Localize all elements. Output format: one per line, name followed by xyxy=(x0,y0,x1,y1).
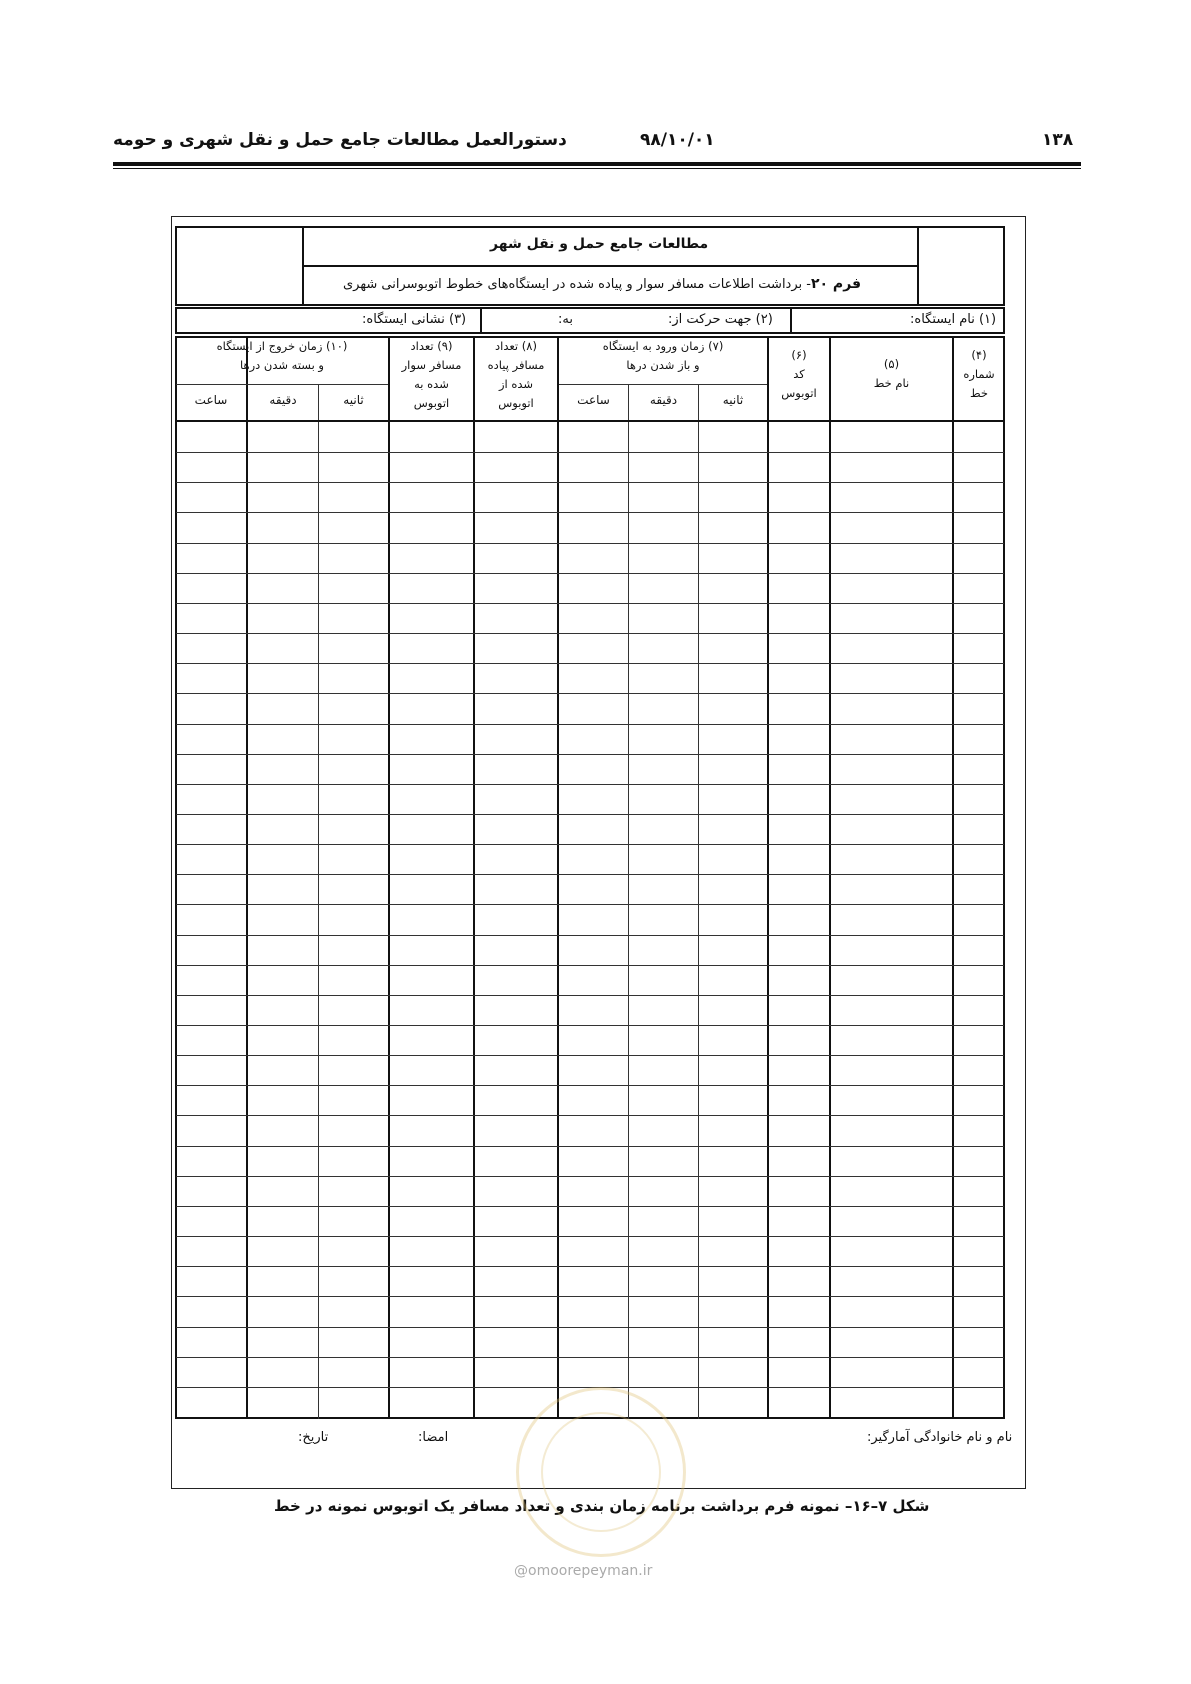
form-title: مطالعات جامع حمل و نقل شهر xyxy=(490,236,709,252)
form-subtitle xyxy=(343,276,861,292)
table-row-divider xyxy=(176,482,1004,483)
table-row-divider xyxy=(176,1357,1004,1358)
table-row-divider xyxy=(176,814,1004,815)
table-row-divider xyxy=(176,904,1004,905)
col-departure-time: (۱۰) زمان خروج از ایستگاه و بسته شدن درها xyxy=(216,339,348,372)
table-row-divider xyxy=(176,995,1004,996)
date-label[interactable]: تاریخ: xyxy=(298,1430,329,1445)
table-row-divider xyxy=(176,1025,1004,1026)
table-row-divider xyxy=(176,573,1004,574)
signature-label[interactable]: امضا: xyxy=(418,1430,449,1445)
col-line-name: (۵) نام خط xyxy=(873,357,910,390)
surveyor-name-label[interactable]: نام و نام خانوادگی آمارگیر: xyxy=(867,1430,1013,1445)
form-description: - برداشت اطلاعات مسافر سوار و پیاده شده در ایستگاه‌های خطوط اتوبوسرانی شهری xyxy=(343,277,811,292)
table-row-divider xyxy=(176,1327,1004,1328)
figure-caption: شکل ۷–۱۶– نمونه فرم برداشت برنامه زمان بندی و تعداد مسافر یک اتوبوس نمونه در خط xyxy=(274,1497,930,1515)
header-rule xyxy=(113,162,1081,166)
table-row-divider xyxy=(176,543,1004,544)
watermark-url: @omoorepeyman.ir xyxy=(514,1563,653,1579)
table-row-divider xyxy=(176,935,1004,936)
book-title: دستورالعمل مطالعات جامع حمل و نقل شهری و حومه xyxy=(113,130,567,150)
fields-row xyxy=(175,307,1005,334)
table-row-divider xyxy=(176,754,1004,755)
station-name-label[interactable]: (۱) نام ایستگاه: xyxy=(910,312,997,327)
data-table xyxy=(175,336,1005,1419)
table-row-divider xyxy=(176,965,1004,966)
header-rule-thin xyxy=(113,168,1081,169)
table-row-divider xyxy=(176,1085,1004,1086)
table-row-divider xyxy=(176,693,1004,694)
table-row-divider xyxy=(176,1176,1004,1177)
table-row-divider xyxy=(176,1115,1004,1116)
form-number: فرم ۲۰ xyxy=(810,276,862,292)
direction-from-label[interactable]: (۲) جهت حرکت از: xyxy=(668,312,773,327)
table-row-divider xyxy=(176,784,1004,785)
col-alighting: (۸) تعداد مسافر پیاده شده از اتوبوس xyxy=(487,339,545,410)
table-row-divider xyxy=(176,844,1004,845)
station-address-label[interactable]: (۳) نشانی ایستگاه: xyxy=(362,312,467,327)
table-row-divider xyxy=(176,663,1004,664)
table-row-divider xyxy=(176,1266,1004,1267)
table-row-divider xyxy=(176,1146,1004,1147)
table-row-divider xyxy=(176,1206,1004,1207)
watermark-seal-icon xyxy=(516,1387,686,1557)
departure-hour: ساعت xyxy=(194,393,228,407)
arrival-second: ثانیه xyxy=(722,393,744,407)
col-line-number: (۴) شماره خط xyxy=(963,348,995,400)
departure-second: ثانیه xyxy=(343,393,364,407)
header-date: ۹۸/۱۰/۰۱ xyxy=(640,130,715,150)
table-row-divider xyxy=(176,1055,1004,1056)
col-bus-code: (۶) کد اتوبوس xyxy=(781,348,817,400)
table-row-divider xyxy=(176,724,1004,725)
arrival-minute: دقیقه xyxy=(649,393,678,407)
page-number: ۱۳۸ xyxy=(1042,130,1074,150)
table-row-divider xyxy=(176,633,1004,634)
direction-to-label[interactable]: به: xyxy=(558,312,573,327)
col-boarding: (۹) تعداد مسافر سوار شده به اتوبوس xyxy=(401,339,462,410)
table-row-divider xyxy=(176,1236,1004,1237)
table-row-divider xyxy=(176,512,1004,513)
table-row-divider xyxy=(176,1296,1004,1297)
arrival-hour: ساعت xyxy=(577,393,610,407)
departure-minute: دقیقه xyxy=(269,393,297,407)
table-row-divider xyxy=(176,603,1004,604)
col-arrival-time: (۷) زمان ورود به ایستگاه و باز شدن درها xyxy=(602,339,724,372)
table-row-divider xyxy=(176,452,1004,453)
table-row-divider xyxy=(176,874,1004,875)
